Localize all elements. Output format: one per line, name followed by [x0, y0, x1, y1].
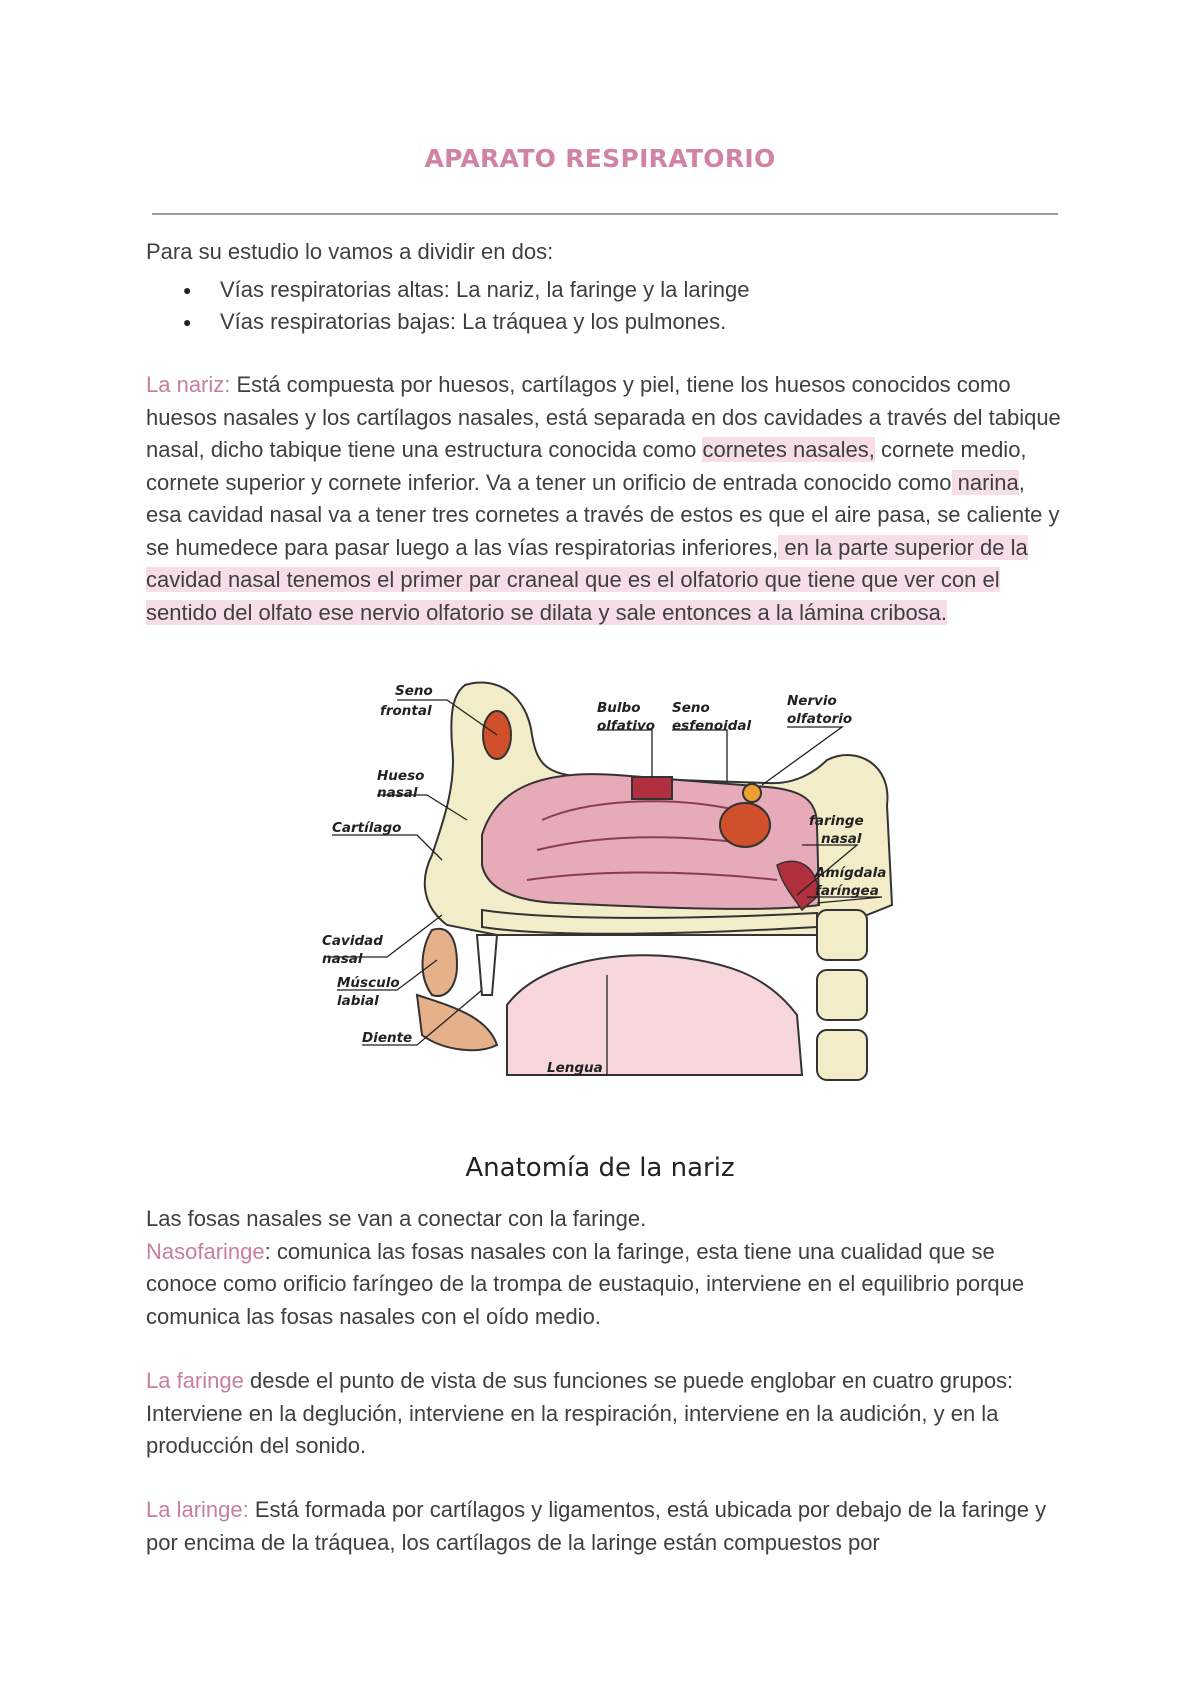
intro-text: Para su estudio lo vamos a dividir en dos: — [146, 239, 554, 264]
highlight-cornetes: cornetes nasales, — [702, 437, 875, 462]
page-title: APARATO RESPIRATORIO — [424, 144, 776, 173]
olfactory-bulb — [632, 777, 672, 799]
label-seno-frontal-1: Seno — [395, 683, 433, 699]
label-amigdala-1: Amígdala — [815, 865, 887, 881]
nariz-text-1: Está compuesta por huesos, cartílagos y piel, tiene los huesos conocidos como huesos nasales y los cartílagos nasales, está separada en dos cavidades a través del tabique nasal, dicho tabique tiene una estructura conocida como — [146, 372, 1061, 462]
label-hueso-nasal-2: nasal — [377, 785, 418, 801]
upper-lip — [423, 929, 457, 996]
term-faringe: La faringe — [146, 1368, 244, 1393]
label-bulbo-2: olfativo — [597, 718, 656, 734]
faringe-text: desde el punto de vista de sus funciones se puede englobar en cuatro grupos: Interviene en la deglución, interviene en la respiración, interviene en la audición, y en la producción del sonido. — [146, 1368, 1014, 1458]
highlight-narina: narina — [951, 469, 1019, 495]
vertebra — [817, 970, 867, 1020]
paragraph-faringe — [146, 1365, 1061, 1463]
nose-anatomy-figure — [322, 675, 947, 1120]
term-nariz: La nariz: — [146, 372, 231, 397]
term-laringe: La laringe: — [146, 1497, 249, 1522]
highlight-olfatorio: en la parte superior de la cavidad nasal tenemos el primer par craneal que es el olfatorio que tiene que ver con el sentido del olfato ese nervio olfatorio se dilata y sale entonces a la lámina cribosa. — [146, 534, 1028, 625]
nariz-text-2: cornete medio, cornete superior y cornete inferior. Va a tener un orificio de entrada conocido como — [146, 437, 1027, 495]
figure-caption: Anatomía de la nariz — [465, 1153, 735, 1183]
label-musculo-labial-2: labial — [337, 993, 379, 1009]
label-seno-esf-1: Seno — [672, 700, 710, 716]
bullet-list — [146, 274, 1061, 338]
term-nasofaringe: Nasofaringe — [146, 1238, 265, 1264]
title-divider — [152, 213, 1058, 215]
laringe-text: Está formada por cartílagos y ligamentos, está ubicada por debajo de la faringe y por encima de la tráquea, los cartílagos de la laringe están compuestos por — [146, 1497, 1047, 1555]
label-bulbo-1: Bulbo — [597, 700, 641, 716]
sphenoid-sinus — [720, 803, 770, 847]
label-musculo-labial-1: Músculo — [337, 975, 400, 991]
label-lengua: Lengua — [547, 1060, 603, 1076]
list-item: ● Vías respiratorias bajas: La tráquea y los pulmones. — [146, 306, 1061, 338]
paragraph-laringe — [146, 1494, 1061, 1559]
fosas-text: Las fosas nasales se van a conectar con la faringe. — [146, 1206, 647, 1231]
label-cavidad-nasal-2: nasal — [322, 951, 363, 967]
label-diente: Diente — [362, 1030, 413, 1046]
label-nervio-2: olfatorio — [787, 711, 853, 727]
label-faringe-1: faringe — [809, 813, 864, 829]
vertebra — [817, 910, 867, 960]
nariz-text-3: , esa cavidad nasal va a tener tres cornetes a través de estos es que el aire pasa, se caliente y se humedece para pasar luego a las vías respiratorias inferiores, — [146, 469, 1060, 560]
olfactory-nerve-dot — [743, 784, 761, 802]
paragraph-nariz — [146, 369, 1061, 629]
label-hueso-nasal-1: Hueso — [377, 768, 425, 784]
nasofaringe-text: : comunica las fosas nasales con la faringe, esta tiene una cualidad que se conoce como orificio faríngeo de la trompa de eustaquio, interviene en el equilibrio porque comunica las fosas nasales con el oído medio. — [146, 1238, 1025, 1329]
label-seno-esf-2: esfenoidal — [672, 718, 752, 734]
label-cavidad-nasal-1: Cavidad — [322, 933, 383, 949]
label-nervio-1: Nervio — [787, 693, 837, 709]
chin — [417, 995, 497, 1050]
tongue — [507, 955, 802, 1075]
vertebra — [817, 1030, 867, 1080]
label-amigdala-2: faríngea — [815, 883, 879, 899]
list-item: ● Vías respiratorias altas: La nariz, la faringe y la laringe — [146, 274, 1061, 306]
label-faringe-2: nasal — [821, 831, 862, 847]
label-seno-frontal-2: frontal — [380, 703, 432, 719]
tooth — [477, 935, 497, 995]
paragraph-fosas-nasofaringe — [146, 1203, 1061, 1333]
label-cartilago: Cartílago — [332, 820, 402, 836]
